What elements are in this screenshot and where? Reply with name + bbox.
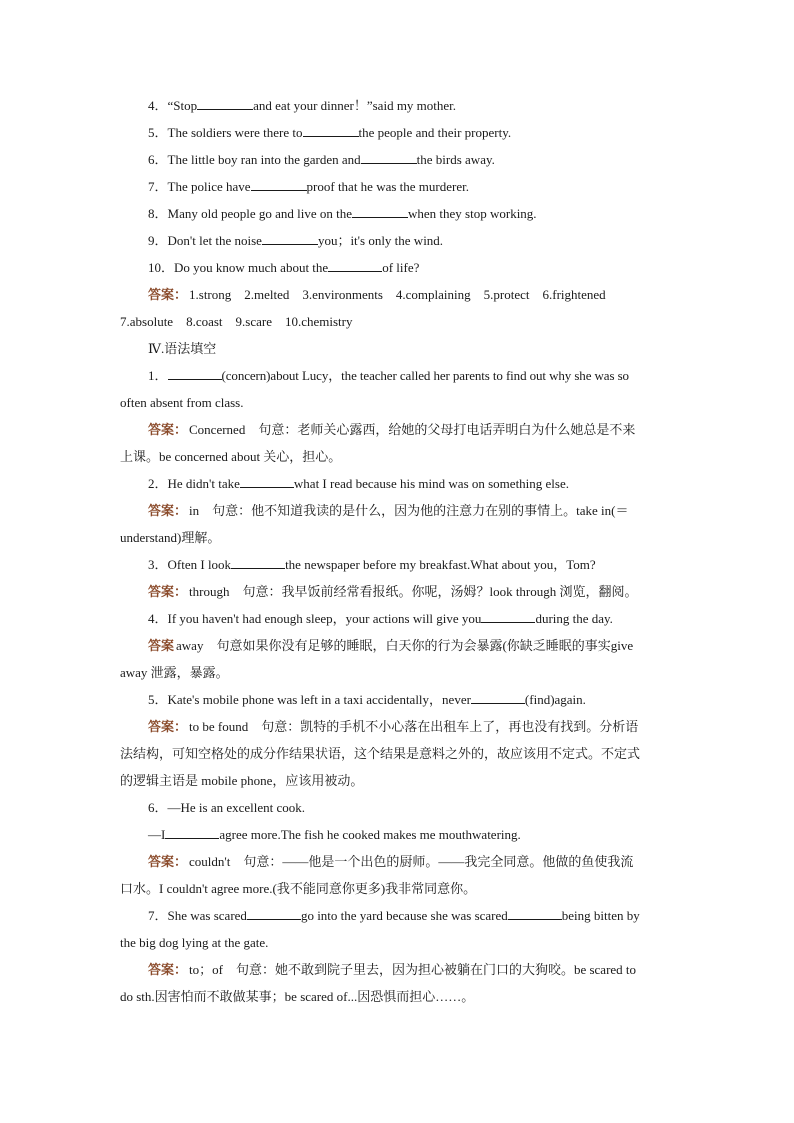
question-8: 8．Many old people go and live on the when they stop working. xyxy=(148,206,537,221)
answer-label: 答案： xyxy=(148,584,188,599)
answer-blank[interactable] xyxy=(168,367,222,380)
answer-blank[interactable] xyxy=(508,907,562,920)
answer-label: 答案： xyxy=(148,719,188,734)
grammar-question-6-reply: —I agree more.The fish he cooked makes me mouthwatering. xyxy=(148,827,521,842)
question-10: 10．Do you know much about the of life? xyxy=(148,260,420,275)
grammar-answer-7: 答案： to；of 句意：她不敢到院子里去，因为担心被躺在门口的大狗咬。be scared to xyxy=(148,962,637,977)
grammar-question-7: 7．She was scared go into the yard because she was scared being bitten by xyxy=(148,908,640,923)
answer-blank[interactable] xyxy=(361,151,417,164)
grammar-question-3: 3．Often I look the newspaper before my breakfast.What about you，Tom? xyxy=(148,557,596,572)
grammar-question-7-cont: the big dog lying at the gate. xyxy=(120,935,269,950)
answer-label: 答案： xyxy=(148,854,188,869)
grammar-answer-5-cont2: 的逻辑主语是 mobile phone，应该用被动。 xyxy=(120,773,364,788)
grammar-answer-2: 答案： in 句意：他不知道我读的是什么，因为他的注意力在别的事情上。take in(＝ xyxy=(148,503,629,518)
answer-label: 答案： xyxy=(148,962,188,977)
grammar-answer-6: 答案： couldn't 句意：——他是一个出色的厨师。——我完全同意。他做的鱼使我流 xyxy=(148,854,634,869)
answer-blank[interactable] xyxy=(197,97,253,110)
grammar-answer-4-cont: away 泄露，暴露。 xyxy=(120,665,229,680)
answer-blank[interactable] xyxy=(231,556,285,569)
grammar-answer-1-cont: 上课。be concerned about 关心，担心。 xyxy=(120,449,342,464)
grammar-answer-7-cont: do sth.因害怕而不敢做某事；be scared of...因恐惧而担心……。 xyxy=(120,989,475,1004)
question-9: 9．Don't let the noise you；it's only the wind. xyxy=(148,233,444,248)
document-page xyxy=(120,92,676,1010)
grammar-question-1: 1． (concern)about Lucy，the teacher called her parents to find out why she was so xyxy=(148,368,629,383)
answer-blank[interactable] xyxy=(328,259,382,272)
question-7: 7．The police have proof that he was the murderer. xyxy=(148,179,469,194)
grammar-question-6: 6．—He is an excellent cook. xyxy=(148,800,306,815)
grammar-answer-3: 答案： through 句意：我早饭前经常看报纸。你呢，汤姆？look through 浏览，翻阅。 xyxy=(148,584,638,599)
answer-blank[interactable] xyxy=(303,124,359,137)
question-5: 5．The soldiers were there to the people and their property. xyxy=(148,125,512,140)
grammar-answer-4: 答案 away 句意如果你没有足够的睡眠，白天你的行为会暴露(你缺乏睡眠的事实give xyxy=(148,638,634,653)
answer-label: 答案 xyxy=(148,638,175,653)
answer-blank[interactable] xyxy=(165,826,219,839)
answer-blank[interactable] xyxy=(262,232,318,245)
answer-blank[interactable] xyxy=(251,178,307,191)
grammar-answer-1: 答案： Concerned 句意：老师关心露西，给她的父母打电话弄明白为什么她总是不来 xyxy=(148,422,636,437)
grammar-question-4: 4．If you haven't had enough sleep，your actions will give you during the day. xyxy=(148,611,613,626)
answer-blank[interactable] xyxy=(240,475,294,488)
vocab-answer-line-2: 7.absolute 8.coast 9.scare 10.chemistry xyxy=(120,314,353,329)
grammar-answer-5: 答案： to be found 句意：凯特的手机不小心落在出租车上了，再也没有找到。分析语 xyxy=(148,719,639,734)
answer-blank[interactable] xyxy=(481,610,535,623)
answer-blank[interactable] xyxy=(247,907,301,920)
grammar-question-2: 2．He didn't take what I read because his mind was on something else. xyxy=(148,476,570,491)
answer-blank[interactable] xyxy=(352,205,408,218)
answer-blank[interactable] xyxy=(471,691,525,704)
grammar-question-5: 5．Kate's mobile phone was left in a taxi accidentally，never (find)again. xyxy=(148,692,586,707)
grammar-answer-5-cont: 法结构，可知空格处的成分作结果状语，这个结果是意料之外的，故应该用不定式。不定式 xyxy=(120,746,641,761)
answer-label: 答案： xyxy=(148,503,188,518)
vocab-answer-line-1: 答案： 1.strong 2.melted 3.environments 4.complaining 5.protect 6.frightened xyxy=(148,287,606,302)
question-4: 4．“Stop and eat your dinner！”said my mother. xyxy=(148,98,457,113)
grammar-answer-2-cont: understand)理解。 xyxy=(120,530,221,545)
answer-label: 答案： xyxy=(148,422,188,437)
grammar-question-1-cont: often absent from class. xyxy=(120,395,244,410)
grammar-answer-6-cont: 口水。I couldn't agree more.(我不能同意你更多)我非常同意你。 xyxy=(120,881,477,896)
section-heading: Ⅳ.语法填空 xyxy=(148,341,217,356)
question-6: 6．The little boy ran into the garden and the birds away. xyxy=(148,152,495,167)
answer-label: 答案： xyxy=(148,287,188,302)
